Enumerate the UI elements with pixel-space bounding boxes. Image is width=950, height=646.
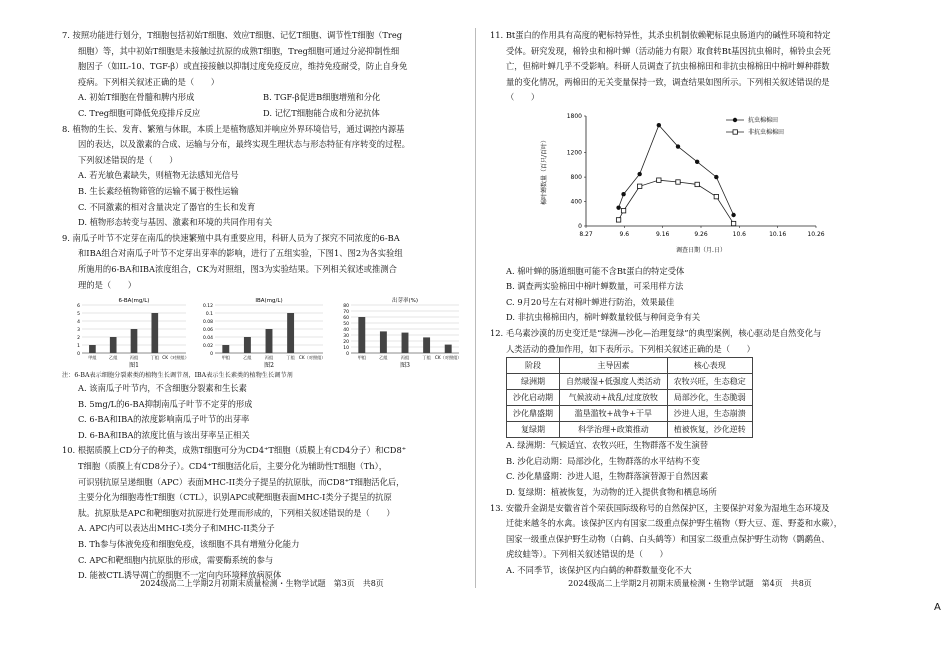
table-header-cell: 主导因素 bbox=[560, 358, 668, 374]
q9-option-d: D. 6-BA和IBA的浓度比值与该出芽率呈正相关 bbox=[78, 429, 250, 440]
left-column bbox=[62, 28, 462, 584]
table-cell: 滥垦滥牧+战争+干旱 bbox=[560, 406, 668, 422]
bar bbox=[402, 333, 409, 353]
q11-option-c: C. 9月20号左右对棉叶蝉进行防治，效果最佳 bbox=[506, 296, 675, 307]
x-tick-label: CK（对照组） bbox=[162, 355, 189, 361]
q11-stem-line: 亡，但棉叶蝉几乎不受影响。科研人员调查了抗虫棉棉田和非抗虫棉棉田中棉叶蝉种群数 bbox=[506, 61, 830, 72]
y-tick-label: 0.12 bbox=[202, 303, 213, 309]
bar bbox=[222, 345, 229, 353]
q7-stem-line: 胞因子（如IL-10、TGF-β）或直接接触以抑制过度免疫反应，维持免疫耐受，防止自身免 bbox=[78, 61, 408, 72]
data-point bbox=[637, 172, 641, 176]
table-row bbox=[507, 406, 753, 422]
y-tick-label: 80 bbox=[343, 303, 350, 309]
q12-option-b: B. 沙化启动期：局部沙化，生物群落的水平结构不变 bbox=[506, 455, 700, 466]
x-tick-label: 丁组 bbox=[286, 355, 295, 361]
y-tick-label: 70 bbox=[343, 309, 350, 315]
q10-stem-line: 可识别抗原呈递细胞（APC）表面MHC-II类分子提呈的抗原肽，而CD8⁺T细胞活化后， bbox=[78, 476, 405, 487]
figure-caption: 图2 bbox=[263, 362, 274, 370]
y-tick-label: 0.1 bbox=[205, 311, 213, 317]
table-header-row bbox=[507, 358, 753, 374]
bar bbox=[423, 337, 430, 353]
q11-option-b: B. 调查两实验棉田中棉叶蝉数量，可采用样方法 bbox=[506, 281, 684, 292]
q12-stem-line: 人类活动的叠加作用，如下表所示。下列相关叙述正确的是（ ） bbox=[506, 343, 755, 354]
y-tick-label: 0.08 bbox=[202, 319, 213, 325]
x-axis-label: 调查日期（月.日） bbox=[676, 246, 726, 254]
x-tick-label: 甲组 bbox=[88, 355, 97, 361]
y-tick-label: 400 bbox=[570, 198, 582, 206]
q7-stem-line: 细胞）等，其中初始T细胞是未接触过抗原的成熟T细胞，Treg细胞可通过分泌抑制性细 bbox=[78, 45, 400, 56]
q10-option-c: C. APC和靶细胞内抗原肽的形成，需要酶系统的参与 bbox=[78, 554, 274, 565]
q11-line-chart bbox=[526, 108, 826, 258]
q9-stem-line: 理的是（ ） bbox=[78, 279, 137, 290]
question-11 bbox=[490, 28, 900, 326]
data-point bbox=[676, 144, 680, 148]
data-point bbox=[714, 194, 718, 198]
q7-option-a: A. 初始T细胞在骨髓和脾内形成 bbox=[78, 92, 195, 103]
data-point bbox=[731, 213, 735, 217]
x-tick-label: 丁组 bbox=[150, 355, 159, 361]
chart-title: 出芽率(%) bbox=[392, 298, 419, 305]
left-page-footer: 2024级高二上学期2月初期末质量检测・生物学试题 第3页 共8页 bbox=[140, 579, 384, 588]
bar bbox=[244, 337, 251, 353]
x-tick-label: 丁组 bbox=[422, 355, 432, 361]
bar bbox=[89, 345, 96, 353]
q13-option-a: A. 不同季节，该保护区内白鹤的种群数量变化不大 bbox=[506, 564, 692, 575]
table-header-cell: 核心表现 bbox=[667, 358, 752, 374]
q12-option-c: C. 沙化鼎盛期：沙进人退，生物群落演替源于自然因素 bbox=[506, 471, 709, 482]
q13-stem-line: 13. 安徽升金湖是安徽省首个荣获国际级称号的自然保护区，主要保护对象为湿地生态环境及 bbox=[490, 502, 830, 513]
y-tick-label: 4 bbox=[77, 319, 80, 325]
question-8 bbox=[62, 122, 462, 231]
table-header-cell: 阶段 bbox=[507, 358, 560, 374]
q10-option-b: B. Th参与体液免疫和细胞免疫，该细胞不具有增殖分化能力 bbox=[78, 539, 300, 550]
q9-figures bbox=[62, 295, 462, 371]
x-tick-label: 9.26 bbox=[694, 230, 708, 238]
y-tick-label: 0 bbox=[578, 222, 582, 230]
figure-1-bar-chart bbox=[62, 295, 189, 371]
q8-stem-line: 因的表达，以及激素的合成、运输与分布，最终实现生理状态与形态特征有序转变的过程。 bbox=[78, 139, 410, 150]
q8-option-c: C. 不同激素的相对含量决定了器官的生长和发育 bbox=[78, 201, 256, 212]
y-tick-label: 10 bbox=[343, 345, 350, 351]
question-10 bbox=[62, 443, 462, 583]
q7-option-c: C. Treg细胞可降低免疫排斥反应 bbox=[78, 107, 201, 118]
x-tick-label: 甲组 bbox=[221, 355, 230, 361]
table-cell: 植被恢复，沙化逆转 bbox=[667, 422, 752, 438]
x-tick-label: 10.26 bbox=[807, 230, 825, 238]
question-12 bbox=[490, 326, 900, 501]
q8-stem-line: 下列叙述错误的是（ ） bbox=[78, 154, 178, 165]
q9-stem-line: 9. 南瓜子叶节不定芽在南瓜的快速繁殖中具有重要应用，科研人员为了探究不同浓度的6-BA bbox=[62, 232, 400, 243]
bar bbox=[380, 331, 387, 353]
legend-label: 抗虫棉棉田 bbox=[748, 116, 779, 124]
x-tick-label: 10.6 bbox=[732, 230, 747, 238]
table-cell: 农牧兴旺，生态稳定 bbox=[667, 374, 752, 390]
q10-option-d: D. 能被CTL诱导凋亡的细胞不一定向内环境释放病原体 bbox=[78, 570, 282, 581]
table-cell: 气候波动+战乱/过度放牧 bbox=[560, 390, 668, 406]
q12-option-d: D. 复绿期：植被恢复，为动物的迁入提供食物和栖息场所 bbox=[506, 486, 717, 497]
q9-stem-line: 所施用的6-BA和IBA浓度组合，CK为对照组，图3为实验结果。下列相关叙述或推测合 bbox=[78, 263, 397, 274]
x-tick-label: CK（对照组） bbox=[435, 355, 462, 361]
table-row bbox=[507, 422, 753, 438]
data-point bbox=[657, 178, 661, 182]
y-tick-label: 50 bbox=[343, 321, 350, 327]
q7-option-b: B. TGF-β促进B细胞增殖和分化 bbox=[263, 92, 381, 103]
y-tick-label: 20 bbox=[343, 339, 350, 345]
legend-marker bbox=[733, 130, 737, 134]
question-7 bbox=[62, 28, 462, 122]
bar bbox=[151, 313, 158, 353]
data-point bbox=[695, 182, 699, 186]
q9-note: 注：6-BA表示细胞分裂素类的植物生长调节剂，IBA表示生长素类的植物生长调节剂 bbox=[62, 372, 293, 380]
column-separator bbox=[475, 28, 476, 588]
q11-option-d: D. 非抗虫棉棉田内，棉叶蝉数量较低与种间竞争有关 bbox=[506, 312, 701, 323]
legend-label: 非抗虫棉棉田 bbox=[748, 128, 785, 136]
data-point bbox=[621, 192, 625, 196]
corner-mark: A bbox=[934, 602, 941, 613]
data-point bbox=[616, 218, 620, 222]
series-line bbox=[619, 125, 734, 215]
data-point bbox=[616, 205, 620, 209]
right-page-footer: 2024级高二上学期2月初期末质量检测・生物学试题 第4页 共8页 bbox=[568, 579, 812, 588]
figure-2-bar-chart bbox=[195, 295, 326, 371]
y-tick-label: 0 bbox=[346, 351, 350, 357]
data-point bbox=[731, 221, 735, 225]
series-line bbox=[619, 180, 734, 223]
y-tick-label: 60 bbox=[343, 315, 350, 321]
x-tick-label: 10.16 bbox=[769, 230, 787, 238]
table-cell: 局部沙化，生态脆弱 bbox=[667, 390, 752, 406]
y-tick-label: 0.02 bbox=[202, 343, 213, 349]
y-tick-label: 0.04 bbox=[202, 335, 213, 341]
q13-stem-line: 国家一级重点保护野生动物（白鹤、白头鹤等）和国家二级重点保护野生动物（鹮鹬鱼、 bbox=[506, 533, 830, 544]
x-tick-label: 9.6 bbox=[619, 230, 630, 238]
q11-option-a: A. 棉叶蝉的肠道细胞可能不含Bt蛋白的特定受体 bbox=[506, 265, 685, 276]
x-tick-label: 丙组 bbox=[401, 355, 410, 361]
table-cell: 沙进人退，生态崩溃 bbox=[667, 406, 752, 422]
y-tick-label: 3 bbox=[77, 327, 80, 333]
table-cell: 沙化鼎盛期 bbox=[507, 406, 560, 422]
legend-marker bbox=[733, 118, 737, 122]
q12-stem-line: 12. 毛乌素沙漠的历史变迁是“绿洲—沙化—治理复绿”的典型案例，核心驱动是自然变化与 bbox=[490, 327, 822, 338]
q7-stem-line: 疫病。下列相关叙述正确的是（ ） bbox=[78, 76, 220, 87]
data-point bbox=[657, 123, 661, 127]
q9-option-a: A. 该南瓜子叶节内，不含细胞分裂素和生长素 bbox=[78, 383, 247, 394]
table-cell: 绿洲期 bbox=[507, 374, 560, 390]
q11-stem-line: （ ） bbox=[506, 92, 540, 103]
bar bbox=[445, 345, 452, 353]
q10-stem-line: 肽。抗原肽是APC和靶细胞对抗原进行处理而形成的，下列相关叙述错误的是（ ） bbox=[78, 507, 395, 518]
y-tick-label: 800 bbox=[570, 174, 582, 182]
data-point bbox=[714, 175, 718, 179]
figure-caption: 图3 bbox=[400, 362, 411, 370]
q12-option-a: A. 绿洲期：气候适宜、农牧兴旺，生物群落不发生演替 bbox=[506, 440, 709, 451]
x-tick-label: 9.16 bbox=[655, 230, 670, 238]
y-tick-label: 0 bbox=[77, 351, 80, 357]
x-tick-label: CK（对照组） bbox=[298, 355, 326, 361]
bar bbox=[359, 317, 366, 353]
y-tick-label: 0.06 bbox=[202, 327, 213, 333]
x-tick-label: 乙组 bbox=[242, 355, 252, 361]
y-tick-label: 1800 bbox=[566, 112, 582, 120]
x-tick-label: 乙组 bbox=[379, 355, 388, 361]
x-tick-label: 丙组 bbox=[264, 355, 273, 361]
bar bbox=[287, 313, 294, 353]
q7-stem-line: 7. 按照功能进行划分，T细胞包括初始T细胞、效应T细胞、记忆T细胞、调节性T细胞（Treg bbox=[62, 30, 403, 40]
q9-option-c: C. 6-BA和IBA的浓度影响南瓜子叶节的出芽率 bbox=[78, 414, 250, 425]
q12-table bbox=[506, 357, 753, 438]
figure-caption: 图1 bbox=[129, 362, 139, 370]
y-tick-label: 1200 bbox=[566, 149, 582, 157]
right-column bbox=[490, 28, 900, 578]
data-point bbox=[676, 180, 680, 184]
table-row bbox=[507, 374, 753, 390]
y-tick-label: 0 bbox=[209, 351, 213, 357]
y-tick-label: 2 bbox=[77, 335, 80, 341]
table-row bbox=[507, 390, 753, 406]
q10-stem-line: T细胞（质膜上有CD8分子）。CD4⁺T细胞活化后，主要分化为辅助性T细胞（Th）， bbox=[78, 461, 388, 472]
q7-option-d: D. 记忆T细胞能合成和分泌抗体 bbox=[263, 107, 380, 118]
q13-stem-line: 迁徙来越冬的水禽。该保护区内有国家二级重点保护野生植物（野大豆、莲、野菱和水蕨）， bbox=[506, 518, 843, 529]
chart-title: 6-BA(mg/L) bbox=[118, 298, 150, 305]
table-cell: 沙化启动期 bbox=[507, 390, 560, 406]
y-tick-label: 1 bbox=[77, 343, 80, 349]
y-axis-label: 棉叶蝉数量（百只/百叶） bbox=[541, 136, 548, 205]
q11-stem-line: 量的变化情况，两棉田的无关变量保持一致，调查结果如图所示。下列相关叙述错误的是 bbox=[506, 76, 830, 87]
x-tick-label: 丙组 bbox=[129, 355, 139, 361]
q10-option-a: A. APC内可以表达出MHC-I类分子和MHC-II类分子 bbox=[78, 523, 275, 534]
question-13 bbox=[490, 501, 900, 579]
bar bbox=[110, 337, 117, 353]
chart-title: IBA(mg/L) bbox=[255, 298, 283, 305]
data-point bbox=[637, 184, 641, 188]
q9-stem-line: 和IBA组合对南瓜子叶节不定芽出芽率的影响，进行了五组实验，下图1、图2为各实验组 bbox=[78, 248, 403, 259]
x-tick-label: 乙组 bbox=[109, 355, 118, 361]
data-point bbox=[621, 208, 625, 212]
q9-option-b: B. 5mg/L的6-BA抑制南瓜子叶节不定芽的形成 bbox=[78, 398, 253, 409]
y-tick-label: 30 bbox=[343, 333, 350, 339]
y-tick-label: 6 bbox=[77, 303, 80, 309]
x-tick-label: 甲组 bbox=[357, 355, 367, 361]
q8-option-b: B. 生长素经植物筛管的运输不属于极性运输 bbox=[78, 185, 239, 196]
x-tick-label: 8.27 bbox=[579, 230, 593, 238]
q8-option-a: A. 若光敏色素缺失，则植物无法感知光信号 bbox=[78, 170, 239, 181]
table-cell: 复绿期 bbox=[507, 422, 560, 438]
q11-stem-line: 11. Bt蛋白的作用具有高度的靶标特异性，其杀虫机制依赖靶标昆虫肠道内的碱性环境和特定 bbox=[490, 30, 831, 40]
bar bbox=[265, 329, 272, 353]
table-cell: 科学治理+政策推动 bbox=[560, 422, 668, 438]
y-tick-label: 40 bbox=[343, 327, 350, 333]
bar bbox=[131, 329, 138, 353]
q11-stem-line: 受体。研究发现，棉铃虫和棉叶蝉（活动能力有限）取食转Bt基因抗虫棉时，棉铃虫会死 bbox=[506, 45, 831, 56]
q10-stem-line: 主要分化为细胞毒性T细胞（CTL），识别APC或靶细胞表面MHC-I类分子提呈的抗原 bbox=[78, 492, 392, 503]
y-tick-label: 5 bbox=[77, 311, 80, 317]
q10-stem-line: 10. 根据质膜上CD分子的种类，成熟T细胞可分为CD4⁺T细胞（质膜上有CD4分子）和CD8⁺ bbox=[62, 445, 407, 456]
q8-stem-line: 8. 植物的生长、发育、繁殖与休眠，本质上是植物感知并响应外界环境信号，通过调控内源基 bbox=[62, 123, 405, 134]
table-cell: 自然暖湿+低强度人类活动 bbox=[560, 374, 668, 390]
q13-stem-line: 虎纹蛙等）。下列相关叙述错误的是（ ） bbox=[506, 549, 668, 560]
question-9 bbox=[62, 231, 462, 444]
q8-option-d: D. 植物形态转变与基因、激素和环境的共同作用有关 bbox=[78, 217, 273, 228]
figure-3-bar-chart bbox=[331, 295, 462, 371]
data-point bbox=[695, 160, 699, 164]
